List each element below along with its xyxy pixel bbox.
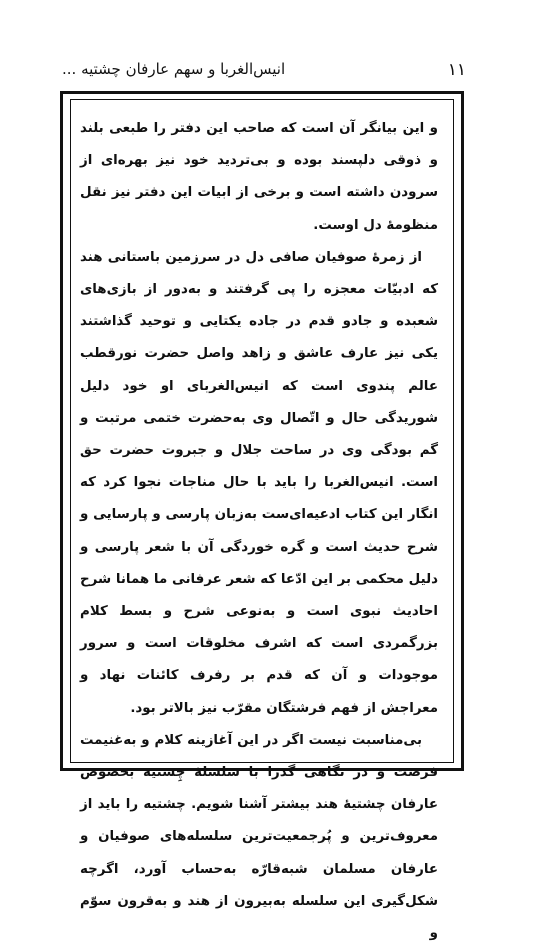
page-number: ۱۱ bbox=[447, 60, 466, 80]
body-text bbox=[80, 113, 438, 942]
paragraph-3: بی‌مناسبت نیست اگر در این آغازینه کلام و به‌غنیمت فرصت و در نگاهی گذرا با سلسلهٔ چِشتیه بخصوص عارفان چشتیهٔ هند بیشتر آشنا شویم. چشتیه را باید از معروف‌ترین و پُرجمعیت‌ترین سلسله‌های صوفیان و عارفان مسلمان شبه‌قارّه به‌حساب آورد، اگرچه شکل‌گیری این سلسله به‌بیرون از هند و به‌قرون سوّم و bbox=[80, 732, 438, 942]
running-title: انیس‌الغربا و سهم عارفان چشتیه ... bbox=[62, 60, 286, 78]
paragraph-2: از زمرهٔ صوفیان صافی دل در سرزمین باستانی هند که ادبیّات معجزه را پی گرفتند و به‌دور از بازی‌های شعبده و جادو قدم در جاده یکتایی و توحید گذاشتند یکی نیز عارف عاشق و زاهد واصل حضرت نورقطب عالم پندوی است که انیس‌الغربای او خود دلیل شوریدگی حال و اتّصال وی به‌حضرت ختمی مرتبت و گم بودگی وی در ساحت جلال و جبروت حضرت حق است. انیس‌الغربا را باید با حال مناجات نجوا کرد که انگار این کتاب ادعیه‌ای‌ست به‌زبان پارسی و پارسایی و شرح حدیث است و گره خوردگی آن با شعر پارسی و دلیل محکمی بر این ادّعا که شعر عرفانی ما همانا شرح احادیث نبوی است و به‌نوعی شرح و بسط کلام بزرگمردی است که اشرف مخلوقات است و سرور موجودات و آن که قدم بر رفرف کائنات نهاد و معراجش از فهم فرشتگان مقرّب نیز بالاتر بود. bbox=[80, 249, 438, 716]
page-header bbox=[62, 58, 466, 84]
paragraph-1: و این بیانگر آن است که صاحب این دفتر را طبعی بلند و ذوقی دلپسند بوده و بی‌تردید خود نیز بهره‌ای از سرودن داشته است و برخی از ابیات این دفتر نیز نقل منظومهٔ دل اوست. bbox=[80, 121, 438, 233]
